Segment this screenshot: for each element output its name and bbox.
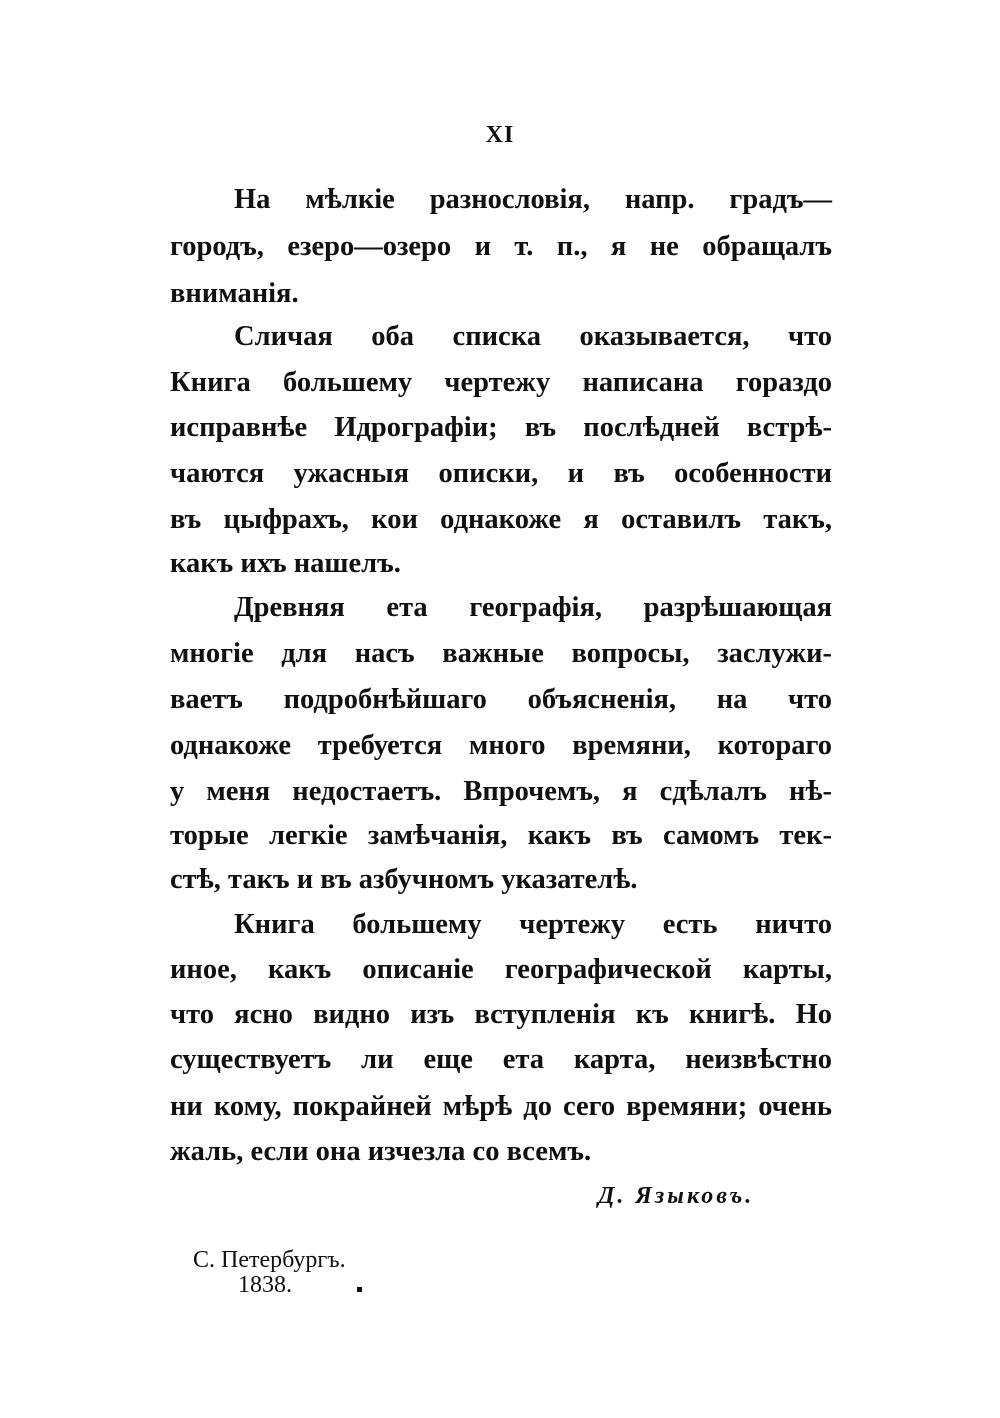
text-line: у меня недостаетъ. Впрочемъ, я сдѣлалъ нѣ- — [170, 776, 832, 807]
text-line: Книга большему чертежу есть ничто — [234, 909, 832, 940]
ink-speck — [357, 1287, 362, 1292]
text-line: исправнѣе Идрографіи; въ послѣдней встрѣ- — [170, 412, 832, 443]
place-of-publication: С. Петербургъ. — [193, 1247, 346, 1273]
text-line: На мѣлкіе разнословія, напр. градъ— — [234, 184, 832, 215]
text-line: что ясно видно изъ вступленія къ книгѣ. Но — [170, 999, 832, 1030]
text-line: существуетъ ли еще ета карта, неизвѣстно — [170, 1044, 832, 1075]
text-line: однакоже требуется много времяни, котораго — [170, 730, 832, 761]
text-line: Сличая оба списка оказывается, что — [234, 321, 832, 352]
text-line: чаются ужасныя описки, и въ особенности — [170, 458, 832, 489]
text-line: городъ, езеро—озеро и т. п., я не обращалъ — [170, 231, 832, 262]
text-line: въ цыфрахъ, кои однакоже я оставилъ такъ, — [170, 504, 832, 535]
text-line: торые легкіе замѣчанія, какъ въ самомъ тек- — [170, 820, 832, 851]
text-line: иное, какъ описаніе географической карты, — [170, 954, 832, 985]
author-signature: Д. Языковъ. — [598, 1183, 755, 1209]
text-line: многіе для насъ важные вопросы, заслужи- — [170, 638, 832, 669]
text-line: стѣ, такъ и въ азбучномъ указателѣ. — [170, 864, 638, 895]
text-line: Древняя ета географія, разрѣшающая — [234, 592, 832, 623]
page-number: XI — [485, 122, 515, 148]
text-line: вниманія. — [170, 278, 299, 309]
text-line: Книга большему чертежу написана гораздо — [170, 367, 832, 398]
text-line: какъ ихъ нашелъ. — [170, 548, 401, 579]
text-line: ни кому, покрайней мѣрѣ до сего времяни; очень — [170, 1091, 832, 1122]
text-line: жаль, если она изчезла со всемъ. — [170, 1136, 592, 1167]
publication-year: 1838. — [238, 1272, 292, 1298]
text-line: ваетъ подробнѣйшаго объясненія, на что — [170, 684, 832, 715]
